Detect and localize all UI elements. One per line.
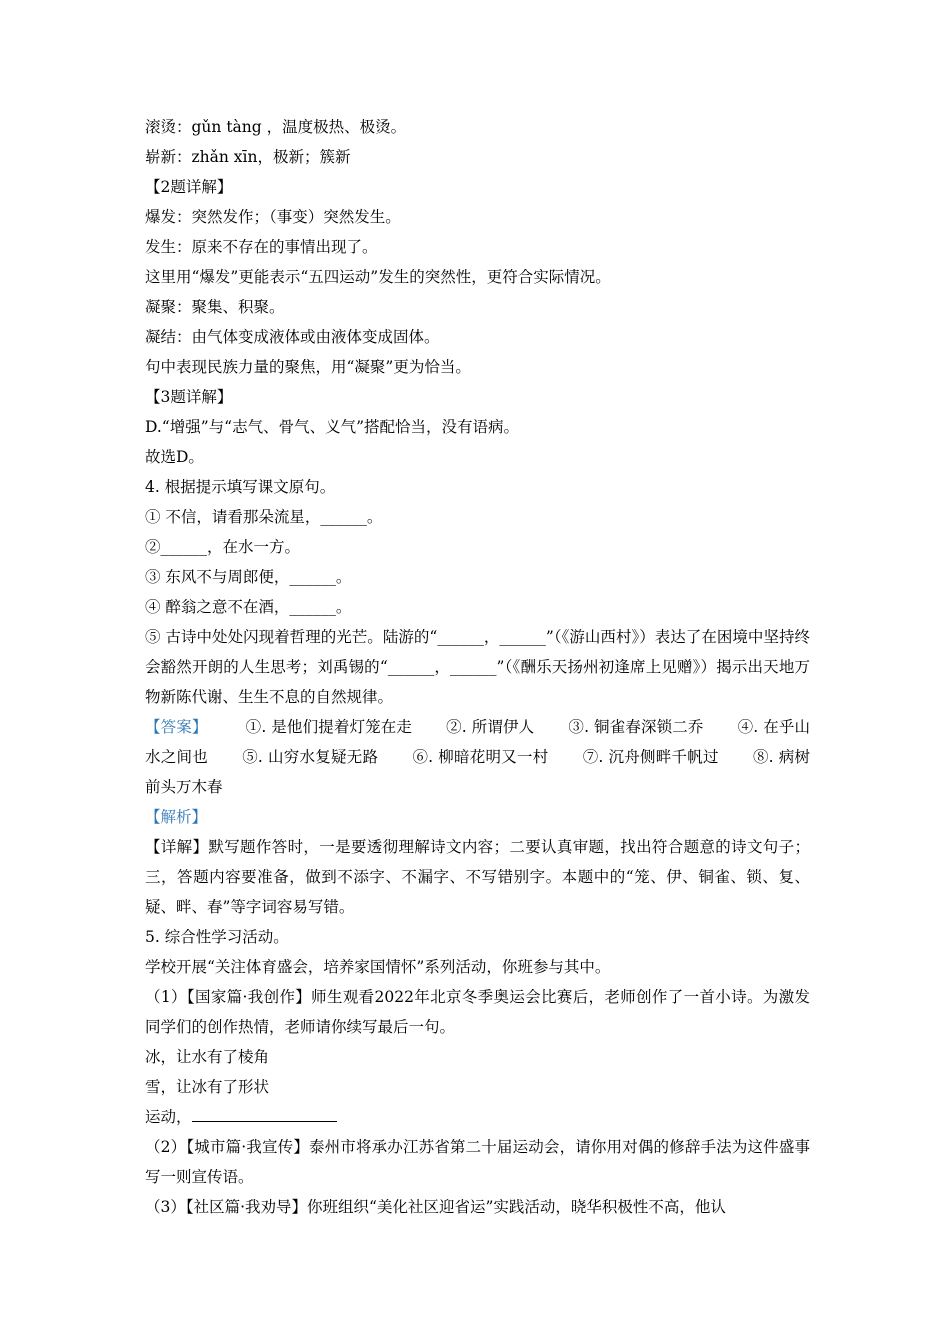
answer-item: ②. 所谓伊人	[446, 718, 535, 736]
question-item: ③ 东风不与周郎便，______。	[145, 568, 352, 586]
poem-line: 冰，让水有了棱角	[145, 1048, 270, 1066]
answer-item: ④. 在乎山水之间也	[145, 718, 811, 766]
answer-item: ⑦. 沉舟侧畔千帆过	[582, 748, 719, 766]
poem-line-blank	[145, 1102, 810, 1132]
question-item: （1）【国家篇·我创作】师生观看2022年北京冬季奥运会比赛后，老师创作了一首小诗。为激发同学们的创作热情，老师请你续写最后一句。	[145, 988, 810, 1036]
question-item: ① 不信，请看那朵流星，______。	[145, 508, 383, 526]
text-line: 凝聚：聚集、积聚。	[145, 298, 285, 316]
question-title: 4. 根据提示填写课文原句。	[145, 478, 336, 496]
text-line: 滚烫：gǔn tàng ，温度极热、极烫。	[145, 118, 407, 136]
answer-item: ③. 铜雀春深锁二乔	[568, 718, 704, 736]
question-title: 5. 综合性学习活动。	[145, 928, 289, 946]
answer-blank	[192, 1103, 337, 1122]
text-line: 句中表现民族力量的聚焦，用“凝聚”更为恰当。	[145, 358, 471, 376]
question-item: ⑤ 古诗中处处闪现着哲理的光芒。陆游的“______，______”（《游山西村》）表达了在困境中坚持终会豁然开朗的人生思考；刘禹锡的“______，______”（《酬乐天扬州初逢席上见赠》）揭示出天地万物新陈代谢、生生不息的自然规律。	[145, 628, 810, 706]
text-line: 故选D。	[145, 448, 204, 466]
document-page	[145, 112, 810, 1222]
question-item: （2）【城市篇·我宣传】泰州市将承办江苏省第二十届运动会，请你用对偶的修辞手法为这件盛事写一则宣传语。	[145, 1138, 810, 1186]
poem-line: 雪，让冰有了形状	[145, 1078, 270, 1096]
section-heading: 【2题详解】	[145, 178, 233, 196]
analysis-label: 【解析】	[145, 808, 208, 826]
text-line: D.“增强”与“志气、骨气、义气”搭配恰当，没有语病。	[145, 418, 519, 436]
answer-item: ①. 是他们提着灯笼在走	[245, 718, 412, 736]
answer-label: 【答案】	[145, 718, 208, 736]
answer-item: ⑥. 柳暗花明又一村	[412, 748, 549, 766]
text-line: 崭新：zhǎn xīn，极新；簇新	[145, 148, 351, 166]
poem-line-prefix: 运动，	[145, 1108, 192, 1126]
question-item: （3）【社区篇·我劝导】你班组织“美化社区迎省运”实践活动，晓华积极性不高，他认	[145, 1198, 726, 1216]
text-line: 学校开展“关注体育盛会，培养家国情怀”系列活动，你班参与其中。	[145, 958, 611, 976]
text-line: 爆发：突然发作；（事变）突然发生。	[145, 208, 401, 226]
text-line: 这里用“爆发”更能表示“五四运动”发生的突然性，更符合实际情况。	[145, 268, 611, 286]
answer-item: ⑧. 病树前头万木春	[145, 748, 811, 796]
answer-item: ⑤. 山穷水复疑无路	[241, 748, 379, 766]
text-line: 凝结：由气体变成液体或由液体变成固体。	[145, 328, 440, 346]
analysis-text: 【详解】默写题作答时，一是要透彻理解诗文内容；二要认真审题，找出符合题意的诗文句子；三，答题内容要准备，做到不添字、不漏字、不写错别字。本题中的“笼、伊、铜雀、锁、复、疑、畔、春”等字词容易写错。	[145, 838, 810, 916]
question-item: ②______，在水一方。	[145, 538, 301, 556]
question-item: ④ 醉翁之意不在酒，______。	[145, 598, 352, 616]
section-heading: 【3题详解】	[145, 388, 233, 406]
text-line: 发生：原来不存在的事情出现了。	[145, 238, 378, 256]
answer-block	[145, 712, 810, 802]
